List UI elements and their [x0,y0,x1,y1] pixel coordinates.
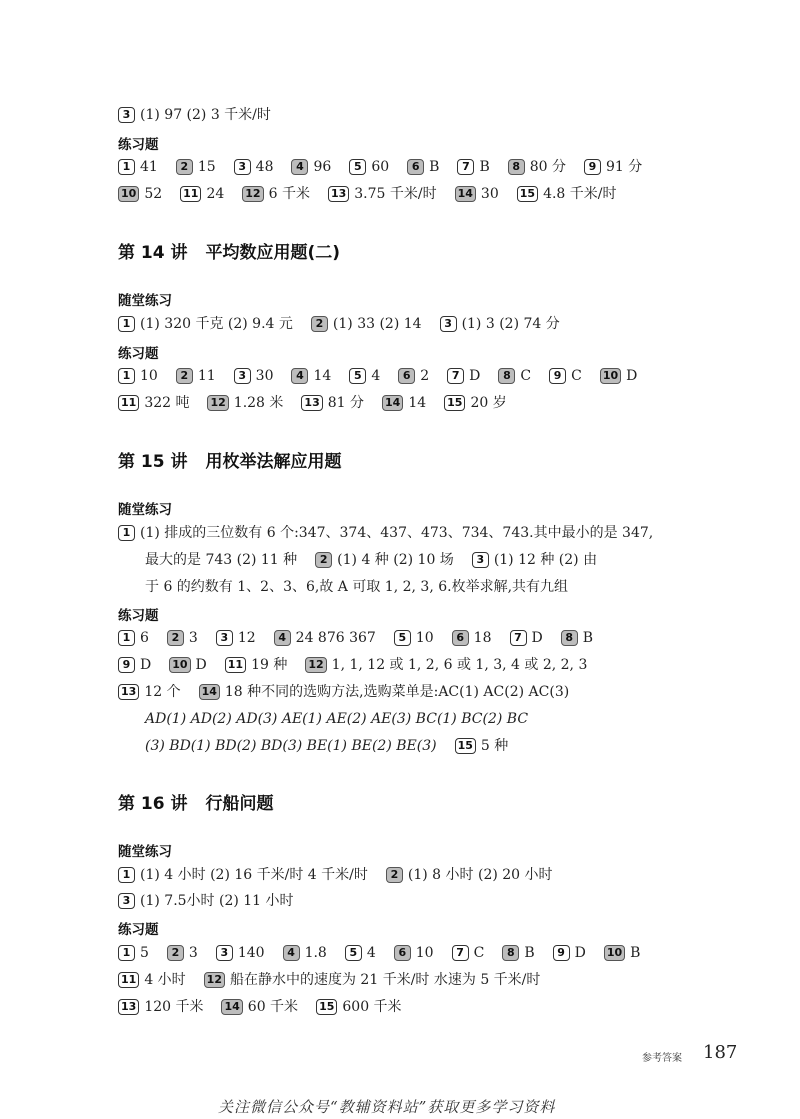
answer-number: 14 [455,186,476,202]
answer-number: 6 [452,630,469,646]
answer-text: D [574,945,586,961]
answer-number: 11 [118,395,139,411]
answer-number: 9 [118,657,135,673]
answer-number: 5 [345,945,362,961]
answer-text: (1) 排成的三位数有 6 个:347、374、437、473、734、743.其中最小的是 347, [140,525,654,541]
lecture-title: 平均数应用题(二) [205,243,341,263]
answer-number: 1 [118,867,135,883]
answer-number: 7 [457,159,474,175]
answer-number: 12 [207,395,228,411]
answer-text: 6 千米 [268,186,310,202]
answer-number: 14 [221,999,242,1015]
answer-number: 1 [118,630,135,646]
answer-text: 3 [188,630,198,646]
answer-line [118,185,617,203]
answer-text: 24 876 367 [295,630,376,646]
answer-number: 2 [167,945,184,961]
lecture-heading [118,447,342,472]
answer-text: D [140,657,152,673]
answer-text: AD(1) AD(2) AD(3) AE(1) AE(2) AE(3) BC(1) BC(2) BC [145,711,529,727]
answer-number: 6 [398,368,415,384]
answer-number: 3 [216,630,233,646]
answer-text: 60 千米 [247,999,299,1015]
answer-number: 7 [452,945,469,961]
answer-text: 4.8 千米/时 [543,186,617,202]
answer-text: 14 [313,368,332,384]
answer-number: 3 [216,945,233,961]
answer-text: C [571,368,582,384]
answer-text: 14 [408,395,427,411]
answer-text: 4 [366,945,376,961]
lecture-title: 用枚举法解应用题 [205,452,342,472]
answer-number: 5 [349,159,366,175]
answer-number: 15 [316,999,337,1015]
answer-text: 10 [415,945,434,961]
answer-number: 10 [118,186,139,202]
lecture-heading [118,238,340,263]
section-label-practice: 随堂练习 [118,293,172,309]
answer-text: (1) 4 种 (2) 10 场 [337,552,454,568]
section-label-exercises: 练习题 [118,922,159,938]
section-label-practice: 随堂练习 [118,844,172,860]
answer-text: (1) 97 (2) 3 千米/时 [140,107,271,123]
answer-line [145,551,597,569]
answer-text: 60 [371,159,390,175]
answer-number: 15 [517,186,538,202]
watermark-text: 关注微信公众号“教辅资料站”获取更多学习资料 [218,1098,556,1116]
answer-number: 13 [301,395,322,411]
section-label-exercises: 练习题 [118,346,159,362]
answer-number: 4 [283,945,300,961]
answer-text: 18 [473,630,492,646]
answer-line [145,737,508,755]
answer-line [118,892,294,910]
answer-number: 2 [315,552,332,568]
answer-text: 5 种 [480,738,509,754]
answer-line [118,866,553,884]
answer-text: 52 [144,186,163,202]
answer-text: 6 [140,630,149,646]
answer-number: 3 [234,368,251,384]
answer-text: (1) 4 小时 (2) 16 千米/时 4 千米/时 [140,867,368,883]
answer-number: 12 [204,972,225,988]
answer-number: 11 [118,972,139,988]
answer-number: 3 [234,159,251,175]
answer-number: 3 [440,316,457,332]
answer-text: 1.28 米 [233,395,284,411]
answer-number: 8 [561,630,578,646]
section-label-exercises: 练习题 [118,608,159,624]
answer-number: 4 [291,159,308,175]
answer-line [118,315,560,333]
answer-text: (1) 320 千克 (2) 9.4 元 [140,316,293,332]
answer-number: 1 [118,316,135,332]
answer-number: 13 [118,999,139,1015]
answer-text: B [524,945,535,961]
answer-number: 9 [553,945,570,961]
answer-number: 2 [386,867,403,883]
page-number: 187 [703,1042,738,1063]
answer-text: 4 [371,368,381,384]
answer-text: C [520,368,532,384]
answer-text: 2 [420,368,430,384]
answer-text: 11 [197,368,216,384]
answer-number: 15 [444,395,465,411]
answer-text: 48 [255,159,274,175]
answer-number: 2 [176,368,193,384]
answer-number: 3 [118,107,135,123]
answer-text: (1) 3 (2) 74 分 [461,316,560,332]
answer-text: (1) 33 (2) 14 [332,316,422,332]
answer-text: 600 千米 [342,999,402,1015]
top-practice-line [118,106,271,124]
answer-text: 24 [206,186,225,202]
answer-text: 5 [140,945,149,961]
lecture-title: 行船问题 [205,794,274,814]
answer-text: (1) 8 小时 (2) 20 小时 [407,867,553,883]
answer-text: D [195,657,207,673]
answer-number: 2 [167,630,184,646]
answer-number: 7 [447,368,464,384]
answer-number: 2 [176,159,193,175]
answer-text: 140 [237,945,265,961]
answer-number: 1 [118,159,135,175]
answer-number: 5 [349,368,366,384]
answer-number: 12 [305,657,326,673]
answer-number: 3 [118,893,135,909]
answer-number: 14 [199,684,220,700]
answer-number: 8 [502,945,519,961]
answer-text: 4 小时 [144,972,186,988]
lecture-number: 第 15 讲 [118,452,188,472]
answer-text: 120 千米 [144,999,204,1015]
answer-line [118,394,507,412]
answer-text: B [429,159,440,175]
answer-text: 3 [188,945,198,961]
answer-text: C [473,945,485,961]
answer-number: 4 [274,630,291,646]
answer-text: 80 分 [529,159,566,175]
answer-text: 3.75 千米/时 [354,186,437,202]
answer-text: 41 [140,159,158,175]
answer-text: 船在静水中的速度为 21 千米/时 水速为 5 千米/时 [229,972,541,988]
answer-text: (1) 12 种 (2) 由 [493,552,598,568]
answer-text: 30 [480,186,499,202]
answer-text: B [479,159,490,175]
answer-text: 12 [237,630,256,646]
answer-text: 15 [197,159,216,175]
answer-number: 6 [407,159,424,175]
answer-number: 8 [498,368,515,384]
answer-text: 1, 1, 12 或 1, 2, 6 或 1, 3, 4 或 2, 2, 3 [331,657,588,673]
answer-text: 322 吨 [144,395,190,411]
answer-text: 10 [140,368,158,384]
answer-text: D [626,368,638,384]
answer-text: 10 [415,630,434,646]
answer-line [118,367,637,385]
answer-text: 18 种不同的选购方法,选购菜单是:AC(1) AC(2) AC(3) [224,684,570,700]
section-label-practice: 随堂练习 [118,502,172,518]
answer-text: 1.8 [304,945,327,961]
answer-text: B [582,630,594,646]
answer-number: 9 [549,368,566,384]
lecture-number: 第 16 讲 [118,794,188,814]
answer-number: 15 [455,738,476,754]
answer-text: 96 [313,159,332,175]
answer-number: 1 [118,525,135,541]
answer-line [118,971,540,989]
lecture-number: 第 14 讲 [118,243,188,263]
answer-text: 91 分 [606,159,643,175]
answer-line [118,158,642,176]
footer-section-label: 参考答案 [642,1053,682,1064]
answer-text: 19 种 [251,657,288,673]
answer-line [118,629,593,647]
answer-text: 20 岁 [470,395,507,411]
answer-number: 11 [180,186,201,202]
answer-text: 12 个 [144,684,181,700]
answer-text: (1) 7.5小时 (2) 11 小时 [140,893,294,909]
answer-number: 6 [394,945,411,961]
answer-text: B [630,945,641,961]
answer-number: 1 [118,945,135,961]
answer-text: D [531,630,543,646]
answer-number: 12 [242,186,263,202]
answer-line [118,656,587,674]
answer-line [118,944,640,962]
answer-line [145,710,528,728]
answer-number: 2 [311,316,328,332]
answer-number: 11 [225,657,246,673]
answer-text: 30 [255,368,274,384]
answer-line [118,998,402,1016]
answer-number: 5 [394,630,411,646]
answer-line [118,524,653,542]
answer-number: 7 [510,630,527,646]
answer-number: 13 [328,186,349,202]
answer-number: 10 [604,945,625,961]
answer-number: 13 [118,684,139,700]
section-label-exercises: 练习题 [118,137,159,153]
answer-number: 14 [382,395,403,411]
answer-text: 81 分 [327,395,364,411]
answer-number: 4 [291,368,308,384]
answer-number: 8 [508,159,525,175]
answer-number: 9 [584,159,601,175]
answer-number: 3 [472,552,489,568]
answer-number: 1 [118,368,135,384]
answer-text: (3) BD(1) BD(2) BD(3) BE(1) BE(2) BE(3) [145,738,437,754]
answer-text: D [469,368,481,384]
answer-line: 于 6 的约数有 1、2、3、6,故 A 可取 1, 2, 3, 6.枚举求解,共有九组 [145,579,569,595]
lecture-heading [118,789,274,814]
answer-text: 最大的是 743 (2) 11 种 [145,552,298,568]
answer-number: 10 [169,657,190,673]
answer-line [118,683,569,701]
answer-number: 10 [600,368,621,384]
